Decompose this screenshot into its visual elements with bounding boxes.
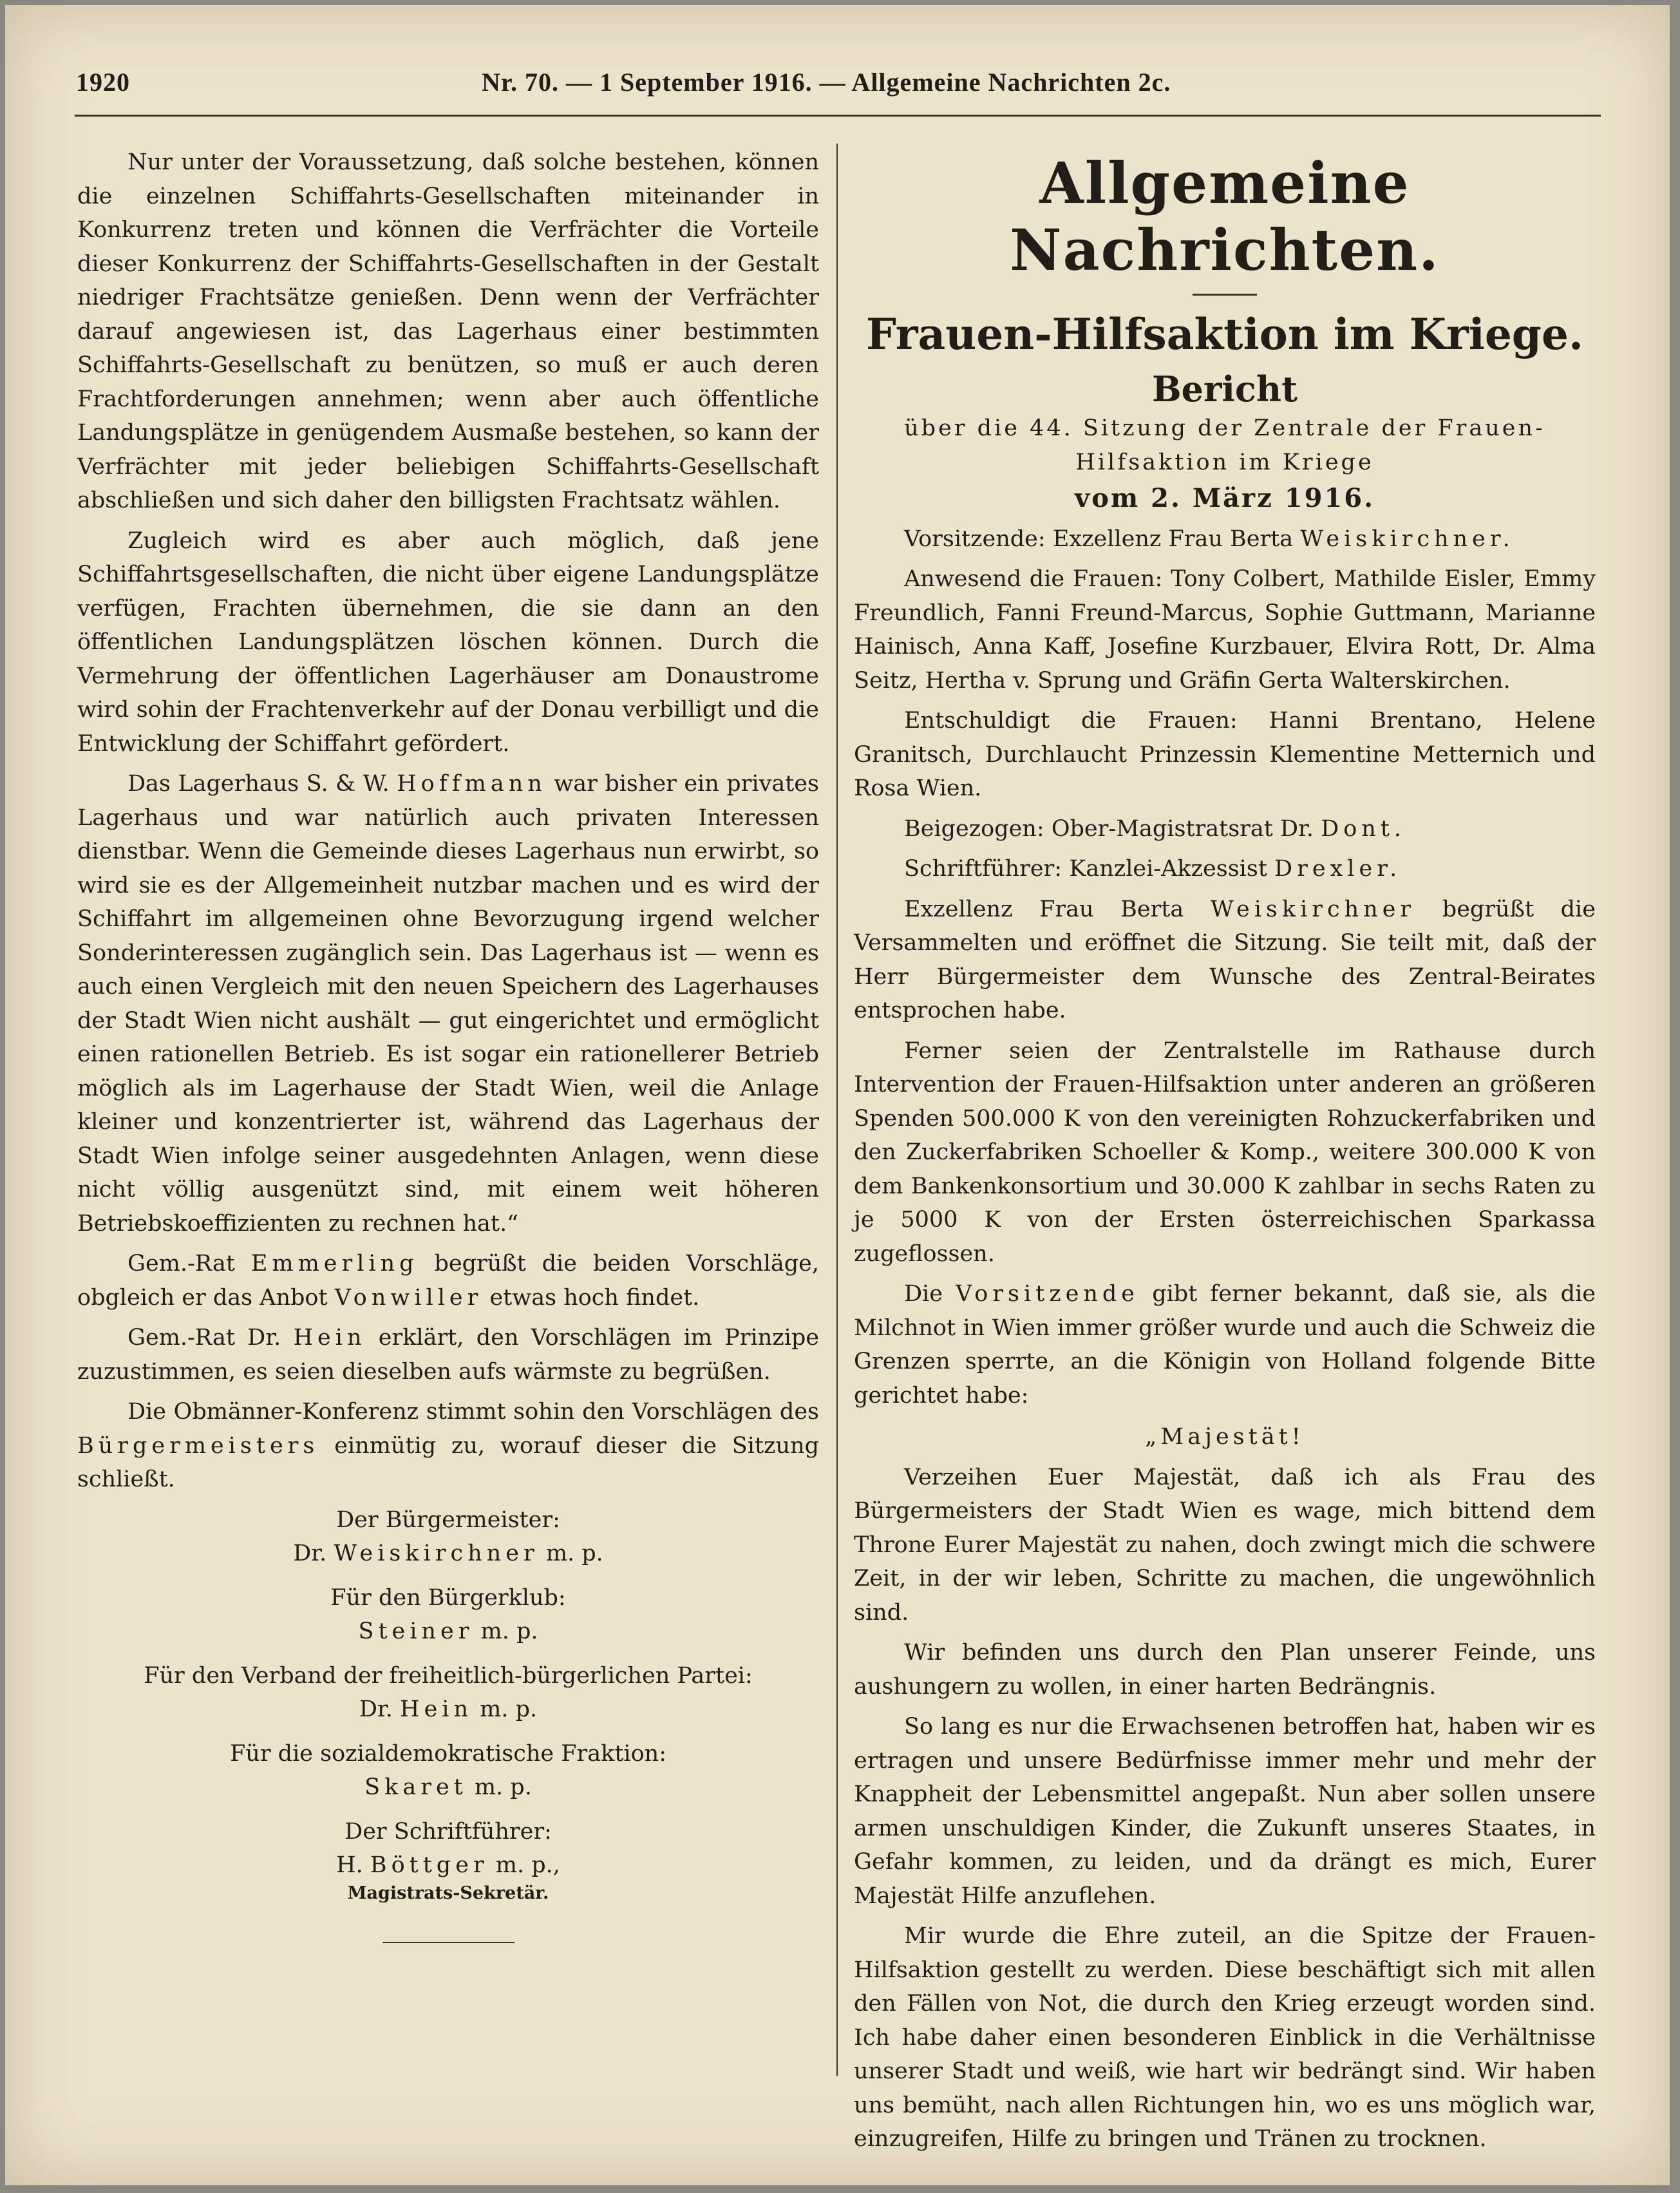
left-column (77, 146, 819, 1943)
date-line: vom 2. März 1916. (1074, 483, 1375, 513)
spaced-name: Hein (293, 1325, 366, 1351)
secretary-line (854, 852, 1596, 886)
signature-label-fraktion: Für die sozialdemokratische Fraktion: (230, 1740, 666, 1767)
chair-line (854, 522, 1596, 556)
left-paragraph-4 (77, 1247, 819, 1315)
right-paragraph-1 (854, 893, 1596, 1028)
page-number: 1920 (76, 68, 130, 97)
spaced-name: Bürgermeisters (77, 1432, 319, 1459)
excused-line: Entschuldigt die Frauen: Hanni Brentano, Helene Granitsch, Durchlaucht Prinzessin Klementine Metternich und Rosa Wien. (854, 708, 1596, 801)
signature-label-mayor: Der Bürgermeister: (336, 1506, 560, 1533)
text-run: gibt ferner bekannt, daß sie, als die Milchnot in Wien immer größer wurde und auch die Schweiz die Grenzen sperrte, an die Königin von Holland folgende Bitte gerichtet habe: (854, 1281, 1596, 1409)
invited-line (854, 812, 1596, 846)
spaced-name: Weiskirchner (334, 1541, 539, 1566)
newspaper-page (5, 5, 1670, 2185)
left-paragraph-3 (77, 767, 819, 1240)
text-run: m. p. (474, 1774, 532, 1800)
signature-label-secretary: Der Schriftführer: (344, 1818, 552, 1845)
quote-paragraph-3: So lang es nur die Erwachsenen betroffen hat, haben wir es ertragen und unsere Bedürfnisse immer mehr und mehr der Knappheit der Lebensmittel angepaßt. Nun aber sollen unsere armen unschuldigen Kinder, die Zukunft unseres Staates, in Gefahr kommen, zu leiden, und da drängt es mich, Eurer Majestät Hilfe anzuflehen. (854, 1714, 1596, 1909)
report-title: Bericht (1151, 368, 1298, 410)
spaced-name: Weiskirchner (1210, 896, 1416, 922)
right-column (854, 146, 1596, 2163)
quote-paragraph-2: Wir befinden uns durch den Plan unserer Feinde, uns aushungern zu wollen, in einer harten Bedrängnis. (854, 1640, 1596, 1700)
left-paragraph-5 (77, 1321, 819, 1389)
left-paragraph-1: Nur unter der Voraussetzung, daß solche bestehen, können die einzelnen Schiffahrts-Gesellschaften miteinander in Konkurrenz treten und können die Verfrächter die Vorteile dieser Konkurrenz der Schiffahrts-Gesellschaften in der Gestalt niedriger Frachtsätze genießen. Denn wenn der Verfrächter darauf angewiesen ist, das Lagerhaus einer bestimmten Schiffahrts-Gesellschaft zu benützen, so muß er auch deren Frachtforderungen annehmen; wenn aber auch öffentliche Landungsplätze in genügendem Ausmaße bestehen, so kann der Verfrächter mit jeder beliebigen Schiffahrts-Gesellschaft abschließen und sich daher den billigsten Frachtsatz wählen. (77, 149, 819, 513)
spaced-name: Emmerling (250, 1251, 419, 1277)
article-title: Frauen-Hilfsaktion im Kriege. (866, 309, 1583, 359)
text-run: m. p. (480, 1696, 538, 1722)
spaced-name: Dont. (1321, 815, 1406, 842)
signature-secretary (77, 1848, 819, 1883)
spaced-name: Hein (400, 1696, 473, 1722)
signature-label-verband: Für den Verband der freiheitlich-bürgerlichen Partei: (144, 1662, 753, 1689)
signature-label-buergerklub: Für den Bürgerklub: (330, 1584, 566, 1611)
text-run: Die (904, 1281, 943, 1307)
text-run: Gem.-Rat Dr. (127, 1325, 281, 1351)
spaced-name: Steiner (358, 1619, 474, 1644)
text-run: erklärt, den Vorschlägen im Prinzipe zuzustimmen, es seien dieselben aufs wärmste zu begrüßen. (77, 1325, 819, 1385)
header-rule (75, 115, 1601, 117)
secretary-title: Magistrats-Sekretär. (347, 1883, 549, 1903)
signature-fraktion (77, 1771, 819, 1805)
text-run: Exzellenz Frau Berta (904, 896, 1184, 922)
text-run: begrüßt die beiden Vorschläge, obgleich er das Anbot (77, 1251, 819, 1311)
section-title: Allgemeine Nachrichten. (1010, 149, 1440, 283)
left-paragraph-2: Zugleich wird es aber auch möglich, daß jene Schiffahrtsgesellschaften, die nicht über eigene Landungsplätze verfügen, Frachten übernehmen, die sie dann an den öffentlichen Landungsplätzen löschen können. Durch die Vermehrung der öffentlichen Lagerhäuser am Donaustrome wird sohin der Frachtenverkehr auf der Donau verbilligt und die Entwicklung der Schiffahrt gefördert. (77, 527, 819, 757)
page-header (70, 67, 1602, 106)
spaced-name: Weiskirchner. (1300, 526, 1515, 552)
column-divider (836, 144, 838, 2076)
running-head: Nr. 70. — 1 September 1916. — Allgemeine Nachrichten 2c. (482, 68, 1171, 97)
text-run: Schriftführer: Kanzlei-Akzessist (904, 856, 1267, 882)
signature-verband (77, 1693, 819, 1727)
text-run: Beigezogen: Ober-Magistratsrat Dr. (904, 815, 1314, 842)
meeting-line: über die 44. Sitzung der Zentrale der Frauen-Hilfsaktion im Kriege (904, 415, 1545, 475)
text-run: Anwesend die Frauen: (904, 566, 1163, 592)
text-run: Vorsitzende: Exzellenz Frau Berta (904, 526, 1294, 552)
signature-mayor (77, 1537, 819, 1571)
text-run: m. p. (480, 1619, 538, 1644)
text-run: war bisher ein privates Lagerhaus und war natürlich auch privaten Interessen dienstbar. Wenn die Gemeinde dieses Lagerhaus nun erwirbt, so wird sie es der Allgemeinheit nutzbar machen und es wird der Schiffahrt im allgemeinen ohne Bevorzugung irgend welcher Sonderinteressen zugänglich sein. Das Lagerhaus ist — wenn es auch einen Vergleich mit den neuen Speichern des Lagerhauses der Stadt Wien nicht aushält — gut eingerichtet und ermöglicht einen rationellen Betrieb. Es ist sogar ein rationellerer Betrieb möglich als im Lagerhause der Stadt Wien, weil die Anlage kleiner und konzentrierter ist, während das Lagerhaus der Stadt Wien infolge seiner ausgedehnten Anlagen, wenn diese nicht völlig ausgenützt sind, mit einem weit höheren Betriebskoeffizienten zu rechnen hat.“ (77, 771, 819, 1237)
spaced-name: Böttger (370, 1852, 489, 1878)
text-run: etwas hoch findet. (489, 1284, 700, 1311)
text-run: Tony Colbert, Mathilde Eisler, Emmy Freundlich, Fanni Freund-Marcus, Sophie Guttmann, Marianne Hainisch, Anna Kaff, Josefine Kurzbauer, Elvira Rott, Dr. Alma Seitz, Hertha v. Sprung und Gräfin Gerta Walterskirchen. (854, 566, 1596, 694)
text-run: Die Obmänner-Konferenz stimmt sohin den Vorschlägen des (127, 1399, 819, 1425)
text-run: Dr. (359, 1696, 393, 1722)
text-run: m. p., (495, 1852, 560, 1878)
text-run: Gem.-Rat (127, 1251, 235, 1277)
text-run: Das Lagerhaus S. & W. (127, 771, 390, 797)
spaced-name: Vonwiller (334, 1284, 483, 1311)
present-line (854, 562, 1596, 698)
quote-salutation: „Majestät! (1145, 1424, 1305, 1450)
right-paragraph-2: Ferner seien der Zentralstelle im Rathause durch Intervention der Frauen-Hilfsaktion unter anderen an größeren Spenden 500.000 K von den vereinigten Rohzuckerfabriken und den Zuckerfabriken Schoeller & Komp., weitere 300.000 K von dem Bankenkonsortium und 30.000 K zahlbar in sechs Raten zu je 5000 K von der Ersten österreichischen Sparkassa zugeflossen. (854, 1038, 1596, 1267)
spaced-name: Hoffmann (397, 771, 547, 797)
right-paragraph-3 (854, 1277, 1596, 1412)
text-run: begrüßt die Versammelten und eröffnet die Sitzung. Sie teilt mit, daß der Herr Bürgermeister dem Wunsche des Zentral-Beirates entsprochen habe. (854, 896, 1596, 1023)
left-paragraph-6 (77, 1395, 819, 1497)
text-run: einmütig zu, worauf dieser die Sitzung schließt. (77, 1432, 819, 1492)
signature-block (77, 1503, 819, 1943)
text-run: Dr. (293, 1541, 327, 1566)
quote-paragraph-4: Mir wurde die Ehre zuteil, an die Spitze der Frauen-Hilfsaktion gestellt zu werden. Diese beschäftigt sich mit allen den Fällen von Not, die durch den Krieg erzeugt worden sind. Ich habe daher einen besonderen Einblick in die Verhältnisse unserer Stadt und weiß, wie hart wir bedrängt sind. Wir haben uns bemüht, nach allen Richtungen hin, wo es uns möglich war, einzugreifen, Hilfe zu bringen und Tränen zu trocknen. (854, 1923, 1596, 2152)
signature-buergerklub (77, 1615, 819, 1649)
quote-paragraph-1: Verzeihen Euer Majestät, daß ich als Frau des Bürgermeisters der Stadt Wien es wage, mich bittend dem Throne Eurer Majestät zu nahen, doch zwingt mich die schwere Zeit, in der wir leben, Schritte zu machen, die ungewöhnlich sind. (854, 1464, 1596, 1626)
spaced-name: Vorsitzende (956, 1281, 1140, 1307)
title-rule (1193, 294, 1257, 296)
text-run: m. p. (545, 1541, 603, 1566)
spaced-name: Skaret (364, 1774, 467, 1800)
spaced-name: Drexler. (1274, 856, 1402, 882)
text-run: H. (336, 1852, 363, 1878)
end-rule (382, 1942, 514, 1943)
